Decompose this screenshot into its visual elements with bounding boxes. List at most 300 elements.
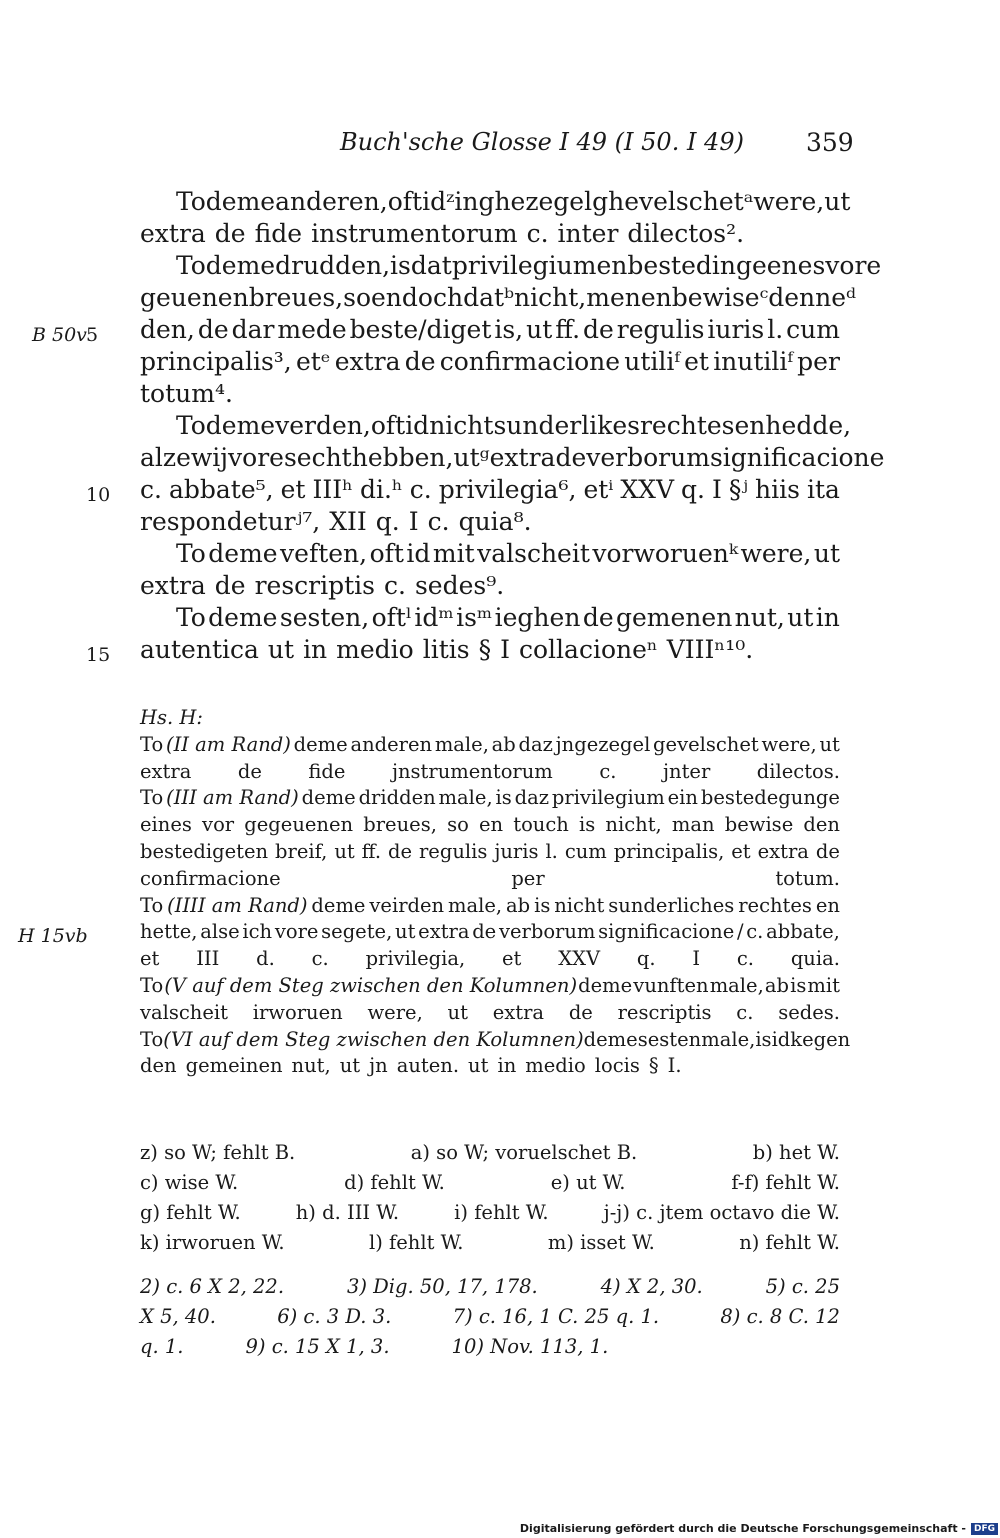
note-row: [140, 1302, 840, 1332]
text-line: [140, 474, 840, 506]
word: oftˡ: [371, 603, 412, 632]
word: datᵇ: [463, 283, 515, 312]
word: de: [387, 839, 413, 863]
word: c.: [140, 475, 162, 504]
word: ut: [447, 1000, 468, 1024]
word: male,: [438, 786, 493, 810]
note-entry: m) isset W.: [547, 1231, 655, 1254]
word: privilegium: [551, 786, 665, 810]
word: de: [815, 839, 840, 863]
word: per: [511, 866, 545, 890]
word: were,: [753, 187, 825, 216]
word: utᵍ: [453, 443, 490, 472]
line-number-5: 5: [86, 324, 99, 346]
word: wij: [190, 443, 229, 472]
note-entry: j-j) c. jtem octavo die W.: [603, 1201, 840, 1224]
word: privilegia,: [365, 947, 466, 971]
word: mit: [807, 973, 840, 997]
word: III: [196, 947, 220, 971]
text-line: [140, 973, 840, 1000]
text-line: [140, 250, 882, 282]
text-line: [140, 634, 840, 666]
word: deme: [208, 539, 278, 568]
word: alze: [140, 443, 191, 472]
word: jngezegel: [555, 732, 651, 756]
word: ut: [824, 187, 851, 216]
word: inutiliᶠ: [713, 347, 793, 376]
word: irworuen: [252, 1000, 343, 1024]
word: en: [815, 893, 840, 917]
word: I: [408, 507, 419, 536]
word: ab: [506, 893, 531, 917]
text-line: [140, 1000, 840, 1027]
word: et: [684, 347, 709, 376]
note-entry: b) het W.: [752, 1141, 840, 1164]
word: rescriptis: [254, 571, 376, 600]
word: c.: [526, 219, 549, 248]
word: nut,: [734, 603, 785, 632]
word: vor: [202, 813, 235, 837]
word: To: [140, 973, 164, 997]
text-line: [140, 732, 840, 759]
word: litis: [422, 635, 470, 664]
text-line: [140, 602, 840, 634]
word: male,: [448, 893, 503, 917]
word: et: [502, 947, 522, 971]
word: hette,: [140, 920, 198, 944]
word: de: [582, 315, 614, 344]
word: autentica: [140, 635, 259, 664]
text-line: [140, 839, 840, 866]
word: rechtes: [639, 411, 735, 440]
word: cum: [786, 315, 840, 344]
word: cum: [564, 839, 607, 863]
word: locis: [594, 1054, 640, 1078]
word: d.: [256, 947, 275, 971]
word: deme: [311, 893, 366, 917]
word: in: [497, 1054, 517, 1078]
word: is: [534, 893, 551, 917]
word: bestedegunge: [700, 786, 840, 810]
word: (III am Rand): [166, 786, 299, 810]
word: iuris: [707, 315, 765, 344]
text-line: [140, 1053, 840, 1080]
word: To: [140, 786, 164, 810]
word: /: [736, 920, 744, 944]
word: hedde,: [765, 411, 852, 440]
word: hiis: [755, 475, 800, 504]
note-row: [140, 1272, 840, 1302]
word: To: [140, 893, 164, 917]
word: men: [586, 283, 641, 312]
word: inter: [557, 219, 619, 248]
word: verborum: [498, 920, 596, 944]
word: veirden: [369, 893, 445, 917]
margin-note-h: H 15vb: [18, 925, 88, 947]
word: valscheit: [140, 1000, 228, 1024]
word: ich: [242, 920, 273, 944]
word: sunderliches: [608, 893, 735, 917]
running-title: Buch'sche Glosse I 49 (I 50. I 49): [340, 128, 744, 156]
word: de: [404, 347, 436, 376]
word: ein: [667, 786, 698, 810]
word: extra: [140, 219, 206, 248]
word: drudden,: [275, 251, 391, 280]
word: isᵐ: [456, 603, 493, 632]
word: ut: [813, 539, 840, 568]
word: so: [343, 283, 372, 312]
word: deme: [293, 732, 348, 756]
word: l.: [545, 839, 558, 863]
word: (VI auf dem Steg zwischen den Kolumnen): [163, 1027, 584, 1051]
word: gemenen: [616, 603, 733, 632]
word: idᶻ: [422, 187, 455, 216]
word: sedes.: [778, 1000, 840, 1024]
note-entry: g) fehlt W.: [140, 1201, 241, 1224]
word: q.: [375, 507, 400, 536]
word: hebben,: [351, 443, 454, 472]
word: de: [237, 759, 262, 783]
word: significacione: [709, 443, 885, 472]
word: den,: [140, 315, 195, 344]
word: gegeuenen: [244, 813, 354, 837]
word: ut: [819, 732, 840, 756]
note-entry: c) wise W.: [140, 1171, 239, 1194]
note-entry: z) so W; fehlt B.: [140, 1141, 296, 1164]
word: doch: [401, 283, 464, 312]
word: extra: [418, 920, 470, 944]
word: XXV: [558, 947, 601, 971]
word: oft: [370, 411, 406, 440]
margin-note-b: B 50v: [32, 324, 87, 346]
word: sedes⁹.: [414, 571, 505, 600]
word: vore: [825, 251, 882, 280]
text-line: [140, 410, 852, 442]
word: ut: [395, 920, 416, 944]
word: I.: [667, 1054, 682, 1078]
word: were,: [761, 732, 817, 756]
text-line: [140, 785, 840, 812]
word: de: [197, 315, 229, 344]
word: dilectos².: [627, 219, 745, 248]
word: breues,: [248, 283, 344, 312]
note-entry: q. 1.: [140, 1335, 184, 1358]
word: dat: [410, 251, 452, 280]
note-row: [140, 1228, 840, 1258]
word: I: [692, 947, 701, 971]
word: q.: [681, 475, 705, 504]
text-line: [140, 442, 885, 474]
word: inghezegel: [454, 187, 593, 216]
word: secht: [283, 443, 352, 472]
note-entry: i) fehlt W.: [454, 1201, 549, 1224]
word: et: [280, 475, 306, 504]
word: auten.: [396, 1054, 460, 1078]
word: deme: [205, 187, 276, 216]
word: is: [755, 1027, 772, 1051]
word: ut: [267, 635, 295, 664]
word: jnstrumentorum: [391, 759, 553, 783]
word: geuenen: [140, 283, 249, 312]
word: nicht: [429, 411, 494, 440]
word: ut: [787, 603, 814, 632]
source-notes: [140, 1272, 840, 1362]
word: breues,: [363, 813, 437, 837]
word: is: [495, 786, 512, 810]
manuscript-label-text: Hs. H:: [140, 706, 203, 729]
word: vunften: [633, 973, 709, 997]
word: were,: [740, 539, 812, 568]
word: c.: [736, 1000, 754, 1024]
word: nut,: [291, 1054, 331, 1078]
word: id: [405, 411, 430, 440]
word: extra: [140, 571, 206, 600]
word: deme: [578, 973, 633, 997]
word: alse: [200, 920, 240, 944]
word: anderen,: [275, 187, 388, 216]
word: confirmacione: [439, 347, 621, 376]
word: regulis: [418, 839, 488, 863]
word: deme: [208, 603, 278, 632]
word: man: [671, 813, 715, 837]
word: regulis: [616, 315, 705, 344]
word: is: [579, 813, 596, 837]
word: breif,: [275, 839, 328, 863]
line-number-15: 15: [86, 644, 111, 666]
word: sesten: [637, 1027, 702, 1051]
word: significacione: [598, 920, 735, 944]
note-entry: e) ut W.: [550, 1171, 626, 1194]
word: principalis,: [613, 839, 725, 863]
note-row: [140, 1168, 840, 1198]
word: ghevelschetᵃ: [592, 187, 754, 216]
word: daz: [518, 732, 553, 756]
word: c.: [746, 920, 764, 944]
word: mede: [277, 315, 347, 344]
word: ut: [526, 315, 553, 344]
word: ita: [806, 475, 840, 504]
word: eines: [140, 813, 192, 837]
word: deme: [583, 1027, 638, 1051]
word: deme: [205, 411, 276, 440]
note-entry: 7) c. 16, 1 C. 25 q. 1.: [452, 1305, 660, 1328]
word: dridden: [358, 786, 436, 810]
word: c.: [311, 947, 329, 971]
word: juris: [494, 839, 539, 863]
word: de: [472, 920, 497, 944]
word: §ʲ: [728, 475, 748, 504]
manuscript-lines: [140, 732, 851, 1080]
word: veften,: [280, 539, 368, 568]
word: (V auf dem Steg zwischen den Kolumnen): [164, 973, 578, 997]
word: I: [500, 635, 510, 664]
manuscript-label: [140, 705, 840, 732]
word: en: [734, 411, 766, 440]
word: c.: [736, 947, 755, 971]
dfg-logo: DFG: [971, 1523, 998, 1535]
word: daz: [514, 786, 550, 810]
word: ieghen: [494, 603, 581, 632]
word: To: [176, 539, 206, 568]
word: XXV: [620, 475, 674, 504]
note-entry: X 5, 40.: [140, 1305, 216, 1328]
text-line: [140, 506, 840, 538]
word: To: [176, 187, 206, 216]
word: de: [568, 1000, 593, 1024]
line-number-10: 10: [86, 484, 111, 506]
footer-text: Digitalisierung gefördert durch die Deutsche Forschungsgemeinschaft -: [519, 1522, 966, 1535]
word: medio: [525, 1054, 586, 1078]
word: en: [640, 283, 672, 312]
text-line: [140, 919, 840, 946]
word: totum⁴.: [140, 379, 233, 408]
word: nicht: [554, 893, 605, 917]
text-line: [140, 893, 840, 920]
word: in: [815, 603, 840, 632]
word: privilegia⁶,: [438, 475, 577, 504]
word: de: [214, 571, 246, 600]
note-entry: h) d. III W.: [295, 1201, 400, 1224]
word: ut: [468, 1054, 489, 1078]
word: beste/diget: [349, 315, 492, 344]
text-line: [140, 186, 851, 218]
word: IIIʰ: [312, 475, 353, 504]
note-entry: d) fehlt W.: [344, 1171, 445, 1194]
word: bewiseᶜ: [671, 283, 769, 312]
manuscript-variant: [140, 705, 851, 1080]
word: were,: [367, 1000, 423, 1024]
word: per: [797, 347, 840, 376]
word: de: [214, 219, 246, 248]
word: den: [803, 813, 840, 837]
word: bestedigeten: [140, 839, 269, 863]
word: extra: [489, 443, 556, 472]
text-line: [140, 378, 840, 410]
word: nicht,: [514, 283, 587, 312]
text-line: [140, 1027, 851, 1054]
word: idᵐ: [414, 603, 454, 632]
word: verborum: [586, 443, 710, 472]
word: ut: [334, 839, 355, 863]
word: en: [478, 813, 504, 837]
page-number: 359: [806, 128, 854, 157]
word: extra: [757, 839, 809, 863]
note-entry: 3) Dig. 50, 17, 178.: [346, 1275, 538, 1298]
note-row: [140, 1332, 840, 1362]
word: privilegium: [451, 251, 597, 280]
text-line: [140, 946, 840, 973]
word: ab: [491, 732, 516, 756]
word: denneᵈ: [768, 283, 857, 312]
text-line: [140, 346, 840, 378]
word: bestedinge: [627, 251, 767, 280]
word: rescriptis: [617, 1000, 712, 1024]
word: fide: [254, 219, 303, 248]
text-line: [140, 538, 840, 570]
word: jn: [369, 1054, 388, 1078]
note-entry: n) fehlt W.: [739, 1231, 840, 1254]
word: fide: [308, 759, 346, 783]
word: To: [140, 1027, 164, 1051]
word: c.: [427, 507, 450, 536]
main-text: [140, 186, 885, 666]
word: id: [771, 1027, 791, 1051]
word: XII: [329, 507, 367, 536]
word: male,: [434, 732, 489, 756]
word: ff.: [555, 315, 581, 344]
word: To: [176, 603, 206, 632]
word: id: [406, 539, 431, 568]
word: VIIIⁿ¹⁰.: [666, 635, 754, 664]
note-entry: 9) c. 15 X 1, 3.: [245, 1335, 390, 1358]
word: utiliᶠ: [624, 347, 680, 376]
text-line: [140, 314, 840, 346]
word: di.ʰ: [359, 475, 403, 504]
word: quia.: [790, 947, 840, 971]
word: anderen: [350, 732, 433, 756]
word: sesten,: [279, 603, 370, 632]
note-entry: 6) c. 3 D. 3.: [277, 1305, 392, 1328]
word: den: [140, 1054, 177, 1078]
note-entry: 5) c. 25: [765, 1275, 840, 1298]
word: en: [371, 283, 402, 312]
word: gevelschet: [653, 732, 759, 756]
word: verden,: [275, 411, 371, 440]
word: so: [447, 813, 469, 837]
word: §: [648, 1054, 659, 1078]
note-entry: 8) c. 8 C. 12: [720, 1305, 840, 1328]
footer: [520, 1522, 998, 1535]
text-line: [140, 759, 840, 786]
word: vore: [274, 920, 319, 944]
note-entry: 4) X 2, 30.: [600, 1275, 703, 1298]
word: dilectos.: [756, 759, 840, 783]
word: medio: [336, 635, 414, 664]
note-row: [140, 1198, 840, 1228]
word: §: [478, 635, 492, 664]
word: collacioneⁿ: [519, 635, 658, 664]
word: (IIII am Rand): [167, 893, 308, 917]
word: male,: [709, 973, 764, 997]
text-line: [140, 812, 840, 839]
note-entry: k) irworuen W.: [140, 1231, 285, 1254]
word: nicht,: [605, 813, 662, 837]
note-entry: 2) c. 6 X 2, 22.: [140, 1275, 285, 1298]
word: dar: [231, 315, 275, 344]
word: segete,: [321, 920, 393, 944]
word: in: [303, 635, 328, 664]
word: (II am Rand): [165, 732, 291, 756]
word: abbate,: [766, 920, 840, 944]
critical-apparatus: [140, 1138, 840, 1258]
word: To: [176, 411, 206, 440]
word: extra: [140, 759, 192, 783]
word: is,: [494, 315, 524, 344]
word: de: [582, 603, 614, 632]
word: en: [596, 251, 628, 280]
word: bewise: [724, 813, 794, 837]
word: totum.: [775, 866, 840, 890]
word: et: [140, 947, 160, 971]
word: confirmacione: [140, 866, 281, 890]
word: respondeturʲ⁷,: [140, 507, 321, 536]
word: mit: [432, 539, 475, 568]
word: quia⁸.: [458, 507, 532, 536]
word: abbate⁵,: [168, 475, 274, 504]
note-entry: f-f) fehlt W.: [731, 1171, 840, 1194]
word: gemeinen: [185, 1054, 283, 1078]
word: I: [711, 475, 722, 504]
